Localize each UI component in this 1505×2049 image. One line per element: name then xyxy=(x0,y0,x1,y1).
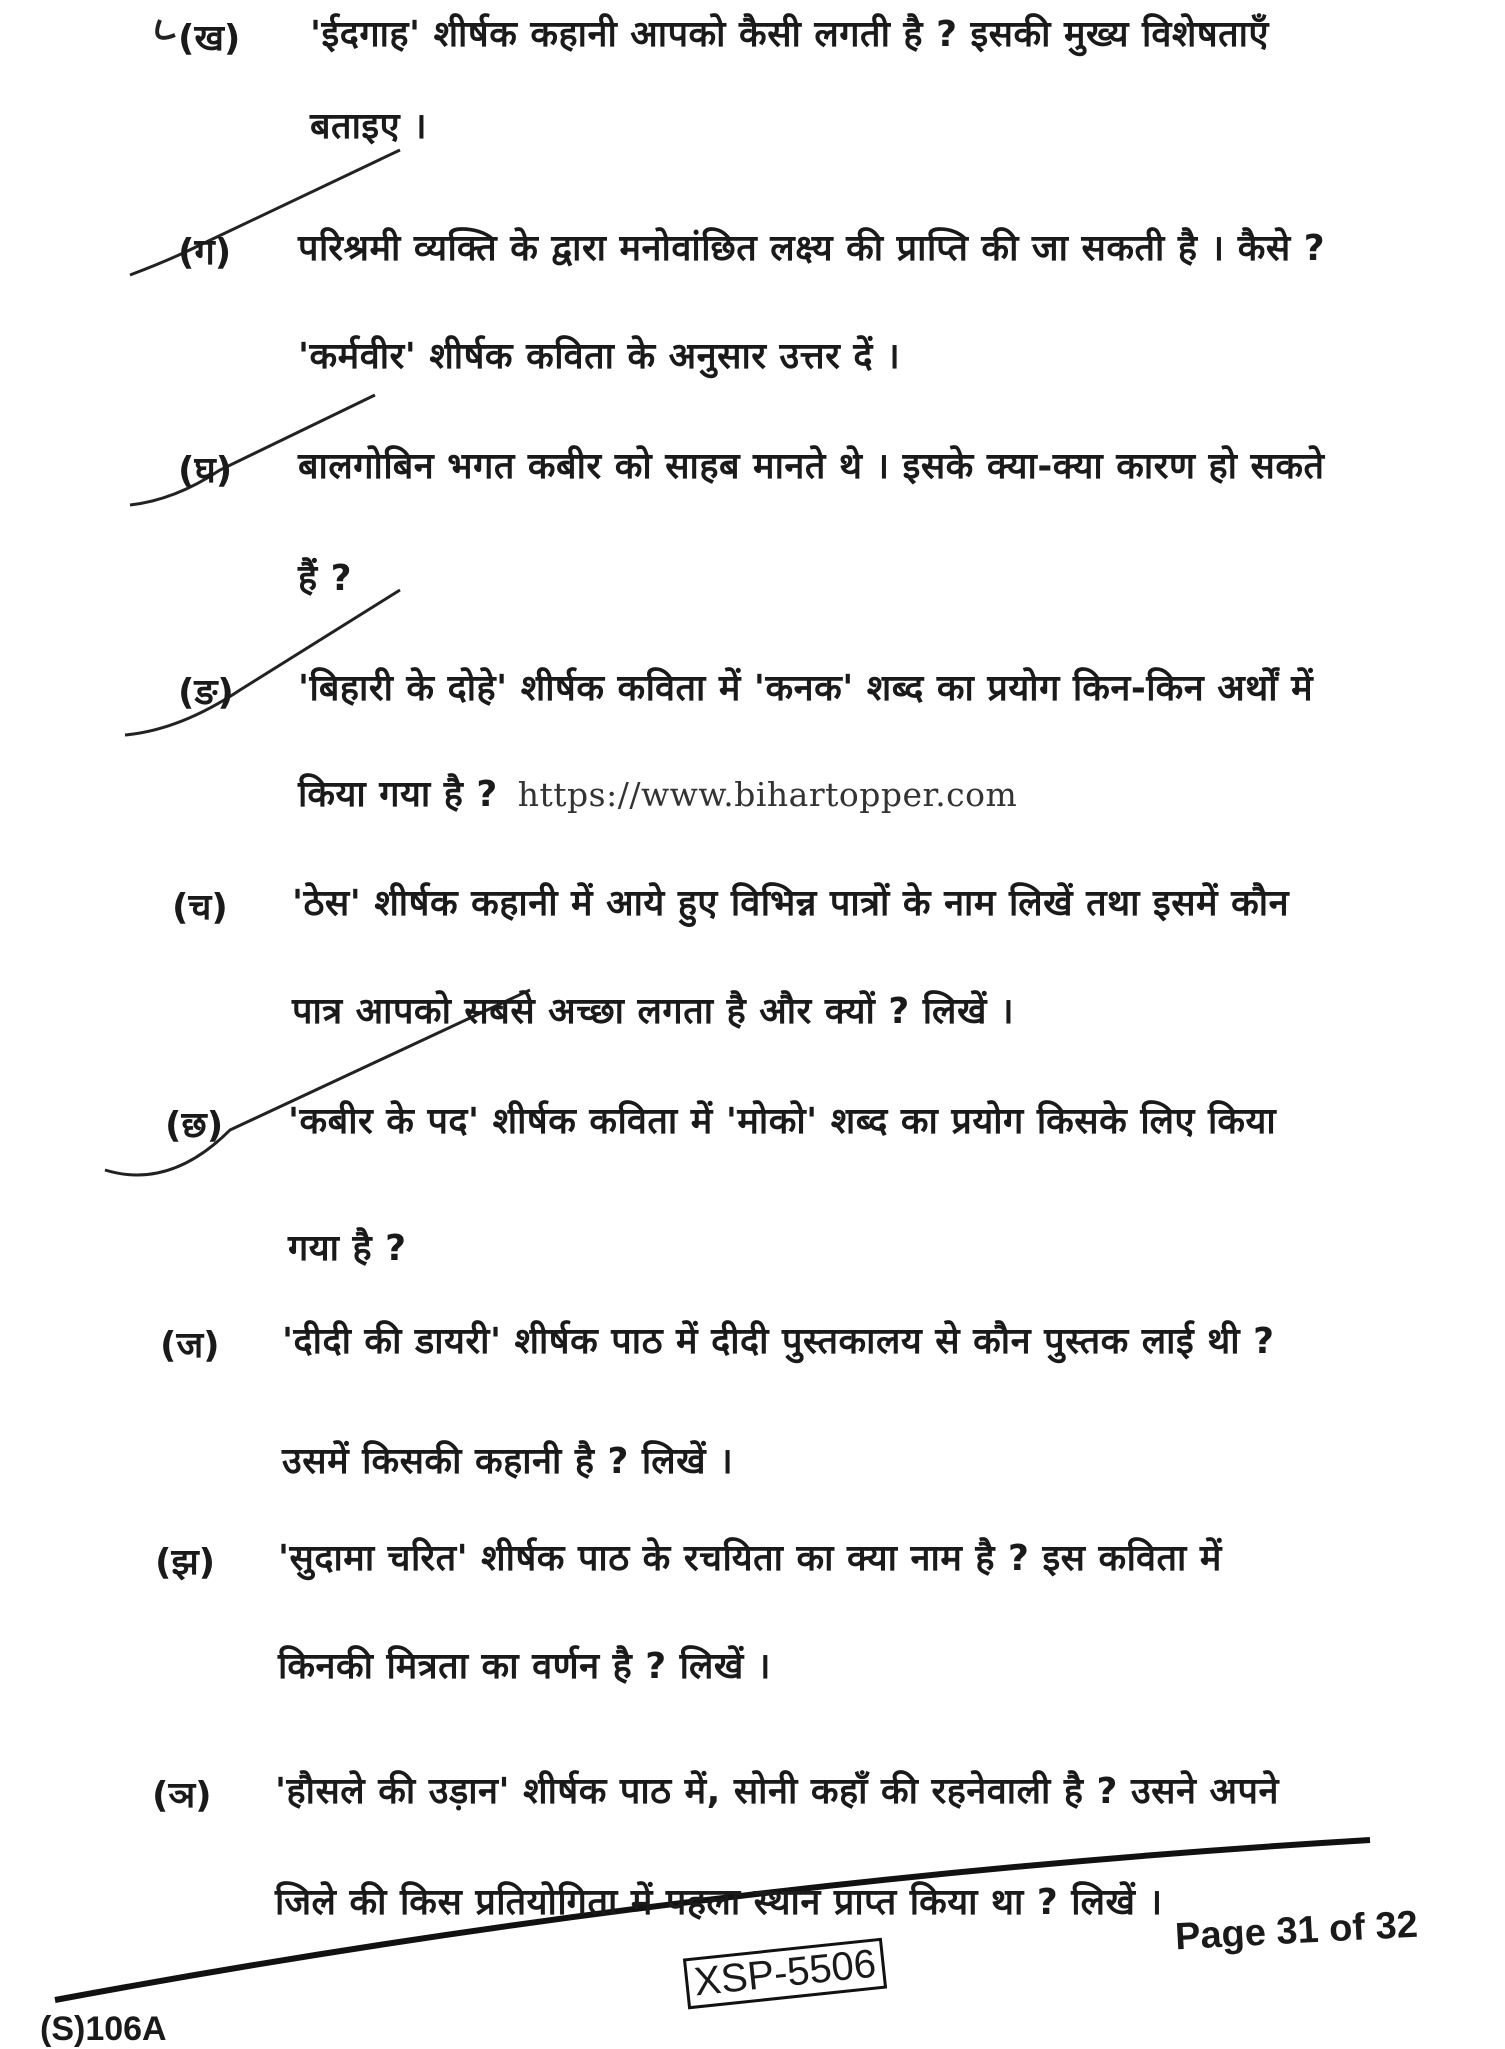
question-text-line xyxy=(310,8,1269,57)
page-number: Page 31 of 32 xyxy=(1174,1903,1419,1959)
question-text-line xyxy=(275,1876,1163,1925)
question-text: पात्र आपको सबसे अच्छा लगता है और क्यों ? लिखें । xyxy=(292,991,1015,1032)
bottom-left-code: (S)106A xyxy=(40,2010,167,2048)
question-text: किया गया है ? xyxy=(298,774,498,815)
paper-code: XSP-5506 xyxy=(683,1938,888,2010)
question-text: परिश्रमी व्यक्ति के द्वारा मनोवांछित लक्ष्य की प्राप्ति की जा सकती है । कैसे ? xyxy=(298,228,1326,269)
question-text: बालगोबिन भगत कबीर को साहब मानते थे । इसके क्या-क्या कारण हो सकते xyxy=(298,446,1325,487)
question-label: (छ) xyxy=(165,1105,224,1146)
question-label: (ज) xyxy=(160,1325,220,1366)
question-text: 'ईदगाह' शीर्षक कहानी आपको कैसी लगती है ? इसकी मुख्य विशेषताएँ xyxy=(310,14,1269,55)
question-text: हैं ? xyxy=(298,558,353,599)
question-text-line xyxy=(292,985,1014,1034)
question-text-line xyxy=(292,877,1289,926)
question-label: (ङ) xyxy=(178,672,234,713)
question-text: जिले की किस प्रतियोगिता में पहला स्थान प्राप्त किया था ? लिखें । xyxy=(275,1882,1163,1923)
question-text: उसमें किसकी कहानी है ? लिखें । xyxy=(282,1441,734,1482)
question-text-line xyxy=(298,552,352,601)
question-text-line xyxy=(288,1095,1276,1144)
question-text-line xyxy=(298,768,1017,817)
question-text: 'बिहारी के दोहे' शीर्षक कविता में 'कनक' शब्द का प्रयोग किन-किन अर्थों में xyxy=(298,668,1314,709)
question-text-line xyxy=(298,222,1325,271)
question-text-line xyxy=(298,440,1325,489)
question-text: 'दीदी की डायरी' शीर्षक पाठ में दीदी पुस्तकालय से कौन पुस्तक लाई थी ? xyxy=(282,1321,1275,1362)
question-text: 'हौसले की उड़ान' शीर्षक पाठ में, सोनी कहाँ की रहनेवाली है ? उसने अपने xyxy=(275,1771,1279,1812)
question-text: गया है ? xyxy=(288,1228,407,1269)
question-text-line xyxy=(282,1435,733,1484)
question-text: 'कबीर के पद' शीर्षक कविता में 'मोको' शब्द का प्रयोग किसके लिए किया xyxy=(288,1101,1277,1142)
question-text-line xyxy=(278,1532,1222,1581)
question-text-line xyxy=(298,330,900,379)
question-text-line xyxy=(275,1765,1279,1814)
question-label: (झ) xyxy=(155,1542,216,1583)
question-text-line xyxy=(278,1640,771,1689)
question-text-line xyxy=(310,100,427,149)
question-label: (च) xyxy=(172,887,228,928)
question-label: (ञ) xyxy=(152,1775,212,1816)
question-text-line xyxy=(288,1222,407,1271)
watermark-url: https://www.bihartopper.com xyxy=(517,775,1018,814)
question-text: 'कर्मवीर' शीर्षक कविता के अनुसार उत्तर दें । xyxy=(298,336,901,377)
question-label: (ग) xyxy=(178,232,232,273)
question-text: 'ठेस' शीर्षक कहानी में आये हुए विभिन्न पात्रों के नाम लिखें तथा इसमें कौन xyxy=(292,883,1290,924)
question-label: (ख) xyxy=(178,18,241,59)
question-text-line xyxy=(282,1315,1274,1364)
question-text: 'सुदामा चरित' शीर्षक पाठ के रचयिता का क्या नाम है ? इस कविता में xyxy=(278,1538,1222,1579)
question-text: किनकी मित्रता का वर्णन है ? लिखें । xyxy=(278,1646,772,1687)
question-text-line xyxy=(298,662,1313,711)
question-text: बताइए । xyxy=(310,106,428,147)
question-label: (घ) xyxy=(178,450,233,491)
